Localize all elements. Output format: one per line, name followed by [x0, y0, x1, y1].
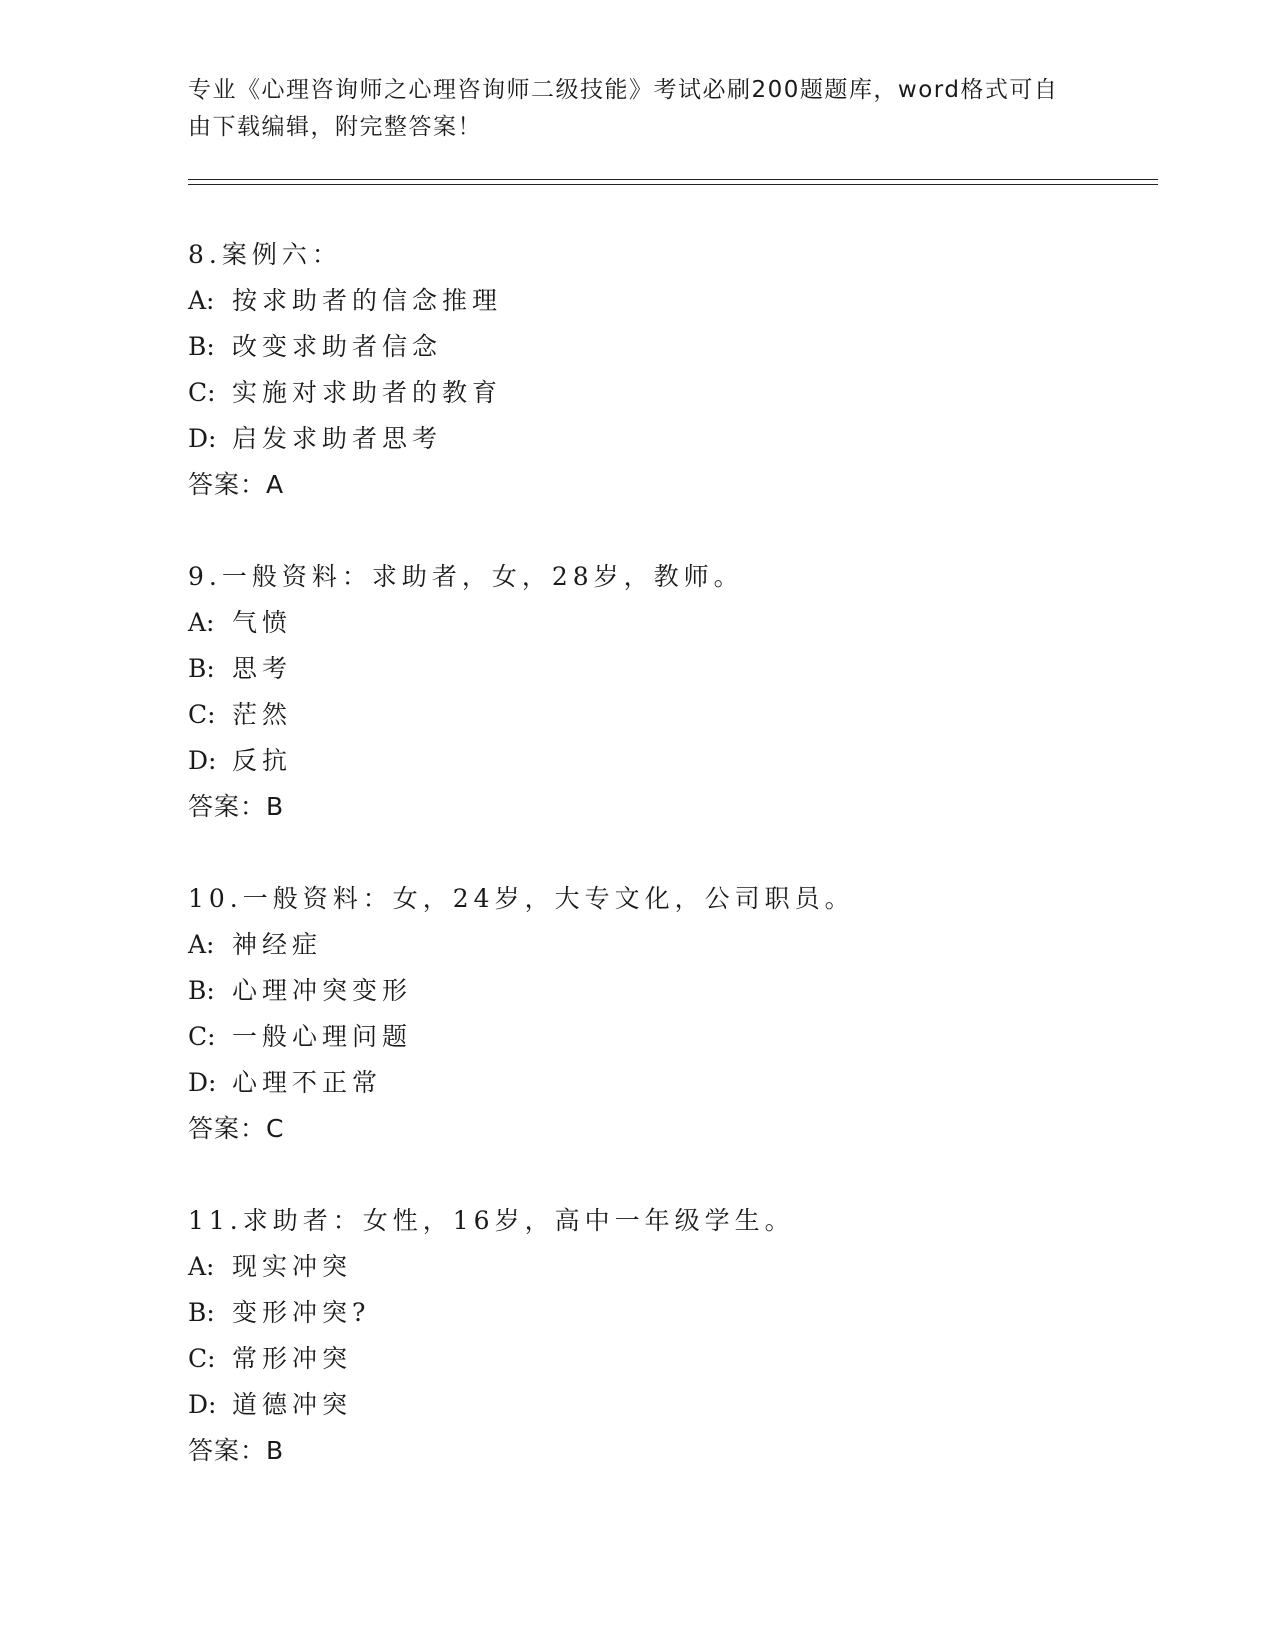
- option-label: A:: [188, 608, 215, 637]
- option-b: [188, 324, 1148, 370]
- option-text: 神经症: [232, 930, 323, 959]
- option-label: C:: [188, 700, 216, 729]
- option-c: [188, 692, 1148, 738]
- option-text: 气愤: [232, 608, 293, 637]
- question-block-11: [188, 1198, 1148, 1474]
- option-b: [188, 646, 1148, 692]
- option-text: 心理不正常: [232, 1068, 383, 1097]
- option-label: B:: [188, 1298, 215, 1327]
- option-c: [188, 370, 1148, 416]
- answer-line: 答案：C: [188, 1114, 285, 1143]
- option-label: B:: [188, 976, 215, 1005]
- option-text: 心理冲突变形: [232, 976, 413, 1005]
- option-label: C:: [188, 1344, 216, 1373]
- option-text: 茫然: [232, 700, 293, 729]
- option-a: [188, 1244, 1148, 1290]
- answer-line: 答案：A: [188, 470, 285, 499]
- option-d: [188, 1060, 1148, 1106]
- option-text: 常形冲突: [232, 1344, 353, 1373]
- option-label: C:: [188, 1022, 216, 1051]
- option-b: [188, 968, 1148, 1014]
- option-text: 现实冲突: [232, 1252, 353, 1281]
- option-text: 启发求助者思考: [232, 424, 443, 453]
- option-text: 按求助者的信念推理: [232, 286, 503, 315]
- option-a: [188, 600, 1148, 646]
- question-stem: 8.案例六：: [188, 240, 342, 269]
- option-label: D:: [188, 1390, 217, 1419]
- option-label: B:: [188, 332, 215, 361]
- question-stem: 10.一般资料：女，24岁，大专文化，公司职员。: [188, 884, 855, 913]
- option-label: D:: [188, 1068, 217, 1097]
- option-text: 一般心理问题: [232, 1022, 413, 1051]
- question-stem: 9.一般资料：求助者，女，28岁，教师。: [188, 562, 744, 591]
- answer-line: 答案：B: [188, 792, 285, 821]
- option-d: [188, 1382, 1148, 1428]
- option-label: B:: [188, 654, 215, 683]
- option-label: A:: [188, 930, 215, 959]
- option-a: [188, 278, 1148, 324]
- answer-line: 答案：B: [188, 1436, 285, 1465]
- question-stem: 11.求助者：女性，16岁，高中一年级学生。: [188, 1206, 795, 1235]
- option-text: 思考: [232, 654, 293, 683]
- question-block-9: [188, 554, 1148, 830]
- header-rule-bottom: [188, 184, 1158, 185]
- option-text: 变形冲突?: [232, 1298, 371, 1327]
- header-line-1: 专业《心理咨询师之心理咨询师二级技能》考试必刷200题题库，word格式可自: [188, 77, 1059, 103]
- option-label: A:: [188, 1252, 215, 1281]
- option-label: D:: [188, 746, 217, 775]
- option-label: D:: [188, 424, 217, 453]
- option-text: 道德冲突: [232, 1390, 353, 1419]
- option-c: [188, 1336, 1148, 1382]
- option-d: [188, 738, 1148, 784]
- question-block-10: [188, 876, 1148, 1152]
- option-b: [188, 1290, 1148, 1336]
- option-a: [188, 922, 1148, 968]
- header-line-2: 由下载编辑，附完整答案！: [188, 114, 482, 140]
- option-label: C:: [188, 378, 216, 407]
- header-rule-top: [188, 179, 1158, 180]
- option-label: A:: [188, 286, 215, 315]
- document-header: [188, 72, 1088, 146]
- question-block-8: [188, 232, 1148, 508]
- option-c: [188, 1014, 1148, 1060]
- option-text: 实施对求助者的教育: [232, 378, 503, 407]
- option-d: [188, 416, 1148, 462]
- option-text: 改变求助者信念: [232, 332, 443, 361]
- option-text: 反抗: [232, 746, 293, 775]
